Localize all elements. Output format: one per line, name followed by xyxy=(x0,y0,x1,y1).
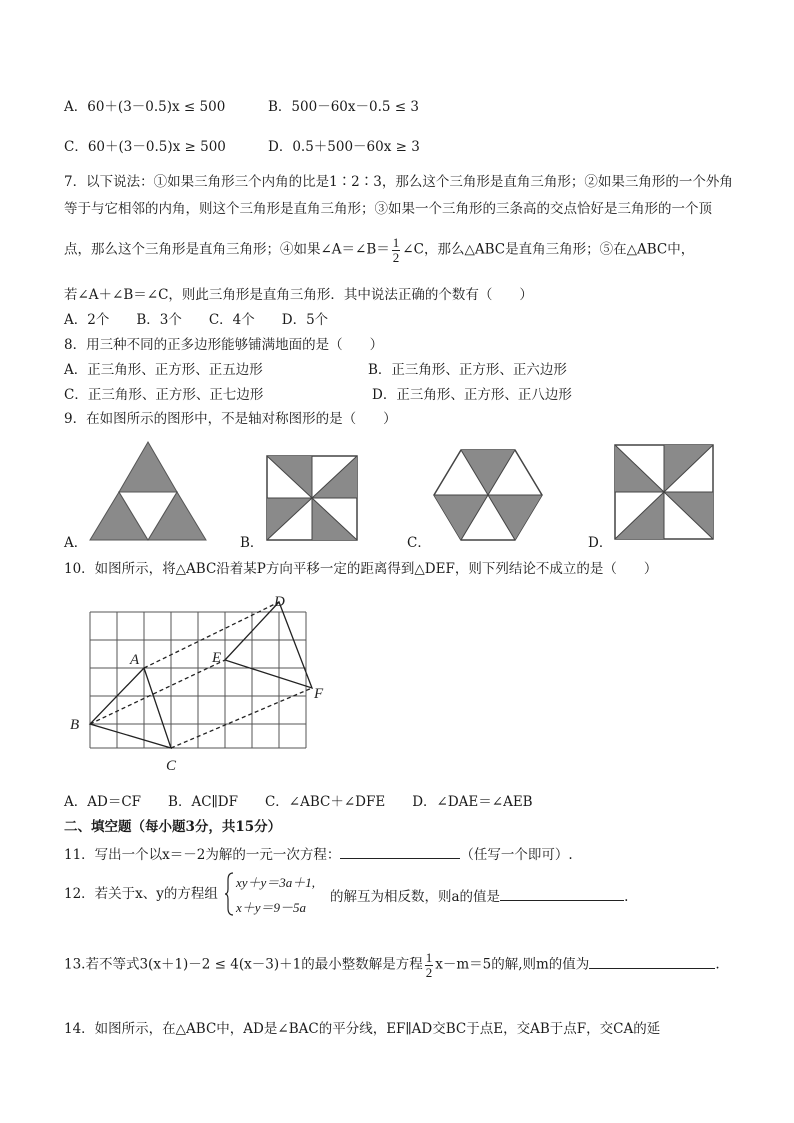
q7-line-3 xyxy=(64,236,694,264)
q10-stem: 10．如图所示，将△ABC沿着某P方向平移一定的距离得到△DEF，则下列结论不成立的是（ ） xyxy=(64,561,658,577)
q11-tail: （任写一个即可）. xyxy=(460,847,573,863)
q10-point-a: A xyxy=(130,652,140,668)
q7-line-3a: 点，那么这个三角形是直角三角形；④如果∠A＝∠B＝ xyxy=(64,241,390,258)
q6-option-c: C．60＋(3－0.5)x ≥ 500 xyxy=(64,139,226,155)
q9-stem: 9．在如图所示的图形中，不是轴对称图形的是（ ） xyxy=(64,411,397,427)
q11-answer-blank[interactable] xyxy=(340,846,460,859)
q7-line-3b: ∠C，那么△ABC是直角三角形；⑤在△ABC中， xyxy=(402,241,695,258)
q9-label-a: A． xyxy=(64,535,88,551)
q9-label-d: D． xyxy=(588,535,613,551)
q10-point-e: E xyxy=(212,650,222,666)
q13-frac-num: 1 xyxy=(425,950,433,965)
q10-point-c: C xyxy=(166,758,177,774)
q12-equation-1: xy＋y＝3a＋1, xyxy=(236,875,316,890)
q8-option-d: D．正三角形、正方形、正八边形 xyxy=(372,387,572,403)
q13-frac-den: 2 xyxy=(425,964,433,980)
q13-tail: x－m＝5的解,则m的值为 xyxy=(435,956,590,973)
q9-label-b: B． xyxy=(240,535,264,551)
q10-grid-figure xyxy=(66,588,356,778)
q12-head: 12．若关于x、y的方程组 xyxy=(64,886,218,902)
q13-head: 13.若不等式3(x＋1)－2 ≤ 4(x－3)＋1的最小整数解是方程 xyxy=(64,956,423,973)
q8-option-c: C．正三角形、正方形、正七边形 xyxy=(64,387,264,403)
q12-equation-2: x＋y＝9－5a xyxy=(236,900,307,915)
q13-line xyxy=(64,951,720,979)
q6-option-b: B．500－60x－0.5 ≤ 3 xyxy=(268,99,419,115)
q12-tail-line xyxy=(330,888,628,905)
q6-option-a: A．60＋(3－0.5)x ≤ 500 xyxy=(64,99,226,115)
q7-line-2: 等于与它相邻的内角，则这个三角形是直角三角形；③如果一个三角形的三条高的交点恰好是三角形的一个顶 xyxy=(64,201,712,217)
q9-figure-c xyxy=(432,448,544,542)
q7-frac-num: 1 xyxy=(392,235,400,250)
q9-figure-d xyxy=(614,444,714,540)
q12-answer-blank[interactable] xyxy=(500,888,624,901)
section-2-title: 二、填空题（每小题3分，共15分） xyxy=(64,819,282,835)
q9-figure-b xyxy=(266,455,358,541)
q11-stem: 11．写出一个以x＝－2为解的一元一次方程： xyxy=(64,847,341,863)
q10-point-b: B xyxy=(70,717,80,733)
q9-label-c: C． xyxy=(407,535,431,551)
q10-point-f: F xyxy=(314,686,324,702)
q13-fraction xyxy=(425,951,434,979)
q8-option-a: A．正三角形、正方形、正五边形 xyxy=(64,362,263,378)
q7-frac-den: 2 xyxy=(392,249,400,265)
q7-options: A．2个 B．3个 C．4个 D．5个 xyxy=(64,312,329,328)
q12-tail: 的解互为相反数，则a的值是 xyxy=(330,889,501,905)
q10-options: A．AD＝CF B．AC∥DF C．∠ABC＋∠DFE D．∠DAE＝∠AEB xyxy=(64,794,533,810)
q14-line: 14．如图所示，在△ABC中，AD是∠BAC的平分线，EF∥AD交BC于点E，交AB于点F，交CA的延 xyxy=(64,1021,661,1037)
q13-end: . xyxy=(715,956,720,973)
q8-option-b: B．正三角形、正方形、正六边形 xyxy=(368,362,567,378)
q12-end: . xyxy=(624,889,629,905)
q7-line-1: 7．以下说法：①如果三角形三个内角的比是1∶2∶3，那么这个三角形是直角三角形；②如果三角形的一个外角 xyxy=(64,174,733,190)
q10-point-d: D xyxy=(274,594,285,610)
q13-answer-blank[interactable] xyxy=(589,956,715,969)
q9-figure-a xyxy=(88,438,208,542)
q6-option-d: D．0.5＋500－60x ≥ 3 xyxy=(268,139,420,155)
q12-brace xyxy=(224,872,234,916)
q7-fraction xyxy=(392,236,401,264)
q7-line-4: 若∠A＋∠B＝∠C，则此三角形是直角三角形．其中说法正确的个数有（ ） xyxy=(64,287,533,303)
q11-line xyxy=(64,846,573,863)
q8-stem: 8．用三种不同的正多边形能够铺满地面的是（ ） xyxy=(64,337,384,353)
